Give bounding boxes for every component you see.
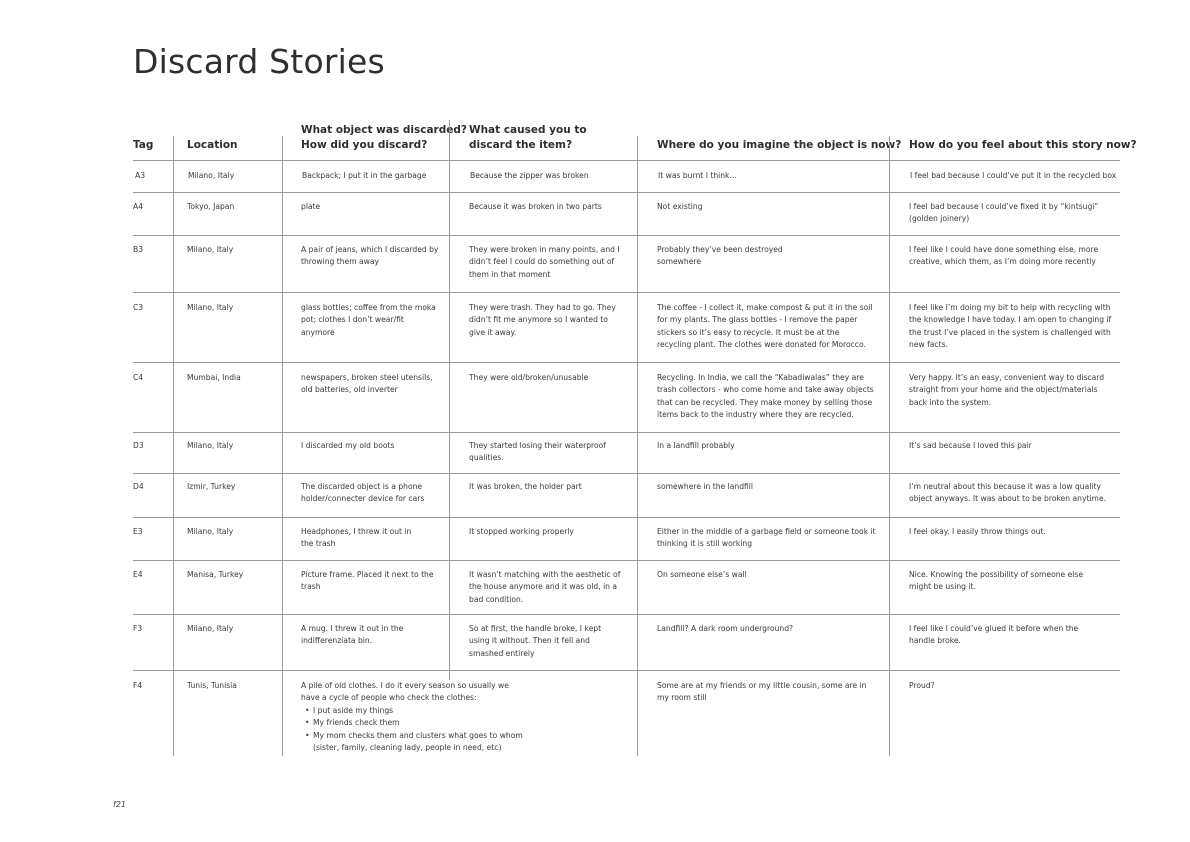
table-cell-cause: They started losing their waterproof qualities. [469, 441, 606, 463]
table-cell-now: Probably they’ve been destroyed somewhere [657, 245, 783, 267]
table-cell-tag: B3 [133, 245, 144, 254]
table-cell-feel: Very happy. It’s an easy, convenient way to discard straight from your home and the object/materials back into the system. [909, 373, 1105, 407]
table-cell-feel: It’s sad because I loved this pair [909, 441, 1032, 450]
table-cell-object: Backpack; I put it in the garbage [302, 171, 427, 180]
table-cell-location: Manisa, Turkey [187, 570, 244, 579]
table-cell-feel: Proud? [909, 681, 935, 690]
table-cell-tag: F4 [133, 681, 143, 690]
table-cell-object: A mug. I threw it out in the indifferenziata bin. [301, 624, 404, 646]
header-object-line-2: How did you discard? [301, 139, 428, 151]
table-cell-cause: Because the zipper was broken [470, 171, 589, 180]
header-cause-line-1: What caused you to [469, 124, 587, 136]
table-cell-cause: So at first, the handle broke, I kept using it without. Then it fell and smashed entirely [469, 624, 602, 658]
table-cell-location: Izmir, Turkey [187, 482, 236, 491]
header-feel: How do you feel about this story now? [909, 139, 1137, 151]
table-cell-tag: D4 [133, 482, 144, 491]
table-cell-object: plate [301, 202, 321, 211]
table-cell-now: It was burnt I think... [658, 171, 737, 180]
table-cell-object: Headphones, I threw it out in the trash [301, 527, 412, 549]
list-item: • My friends check them [313, 717, 527, 729]
table-cell-feel: I’m neutral about this because it was a low quality object anyways. It was about to be broken anytime. [909, 482, 1107, 504]
table-cell-cause: It wasn’t matching with the aesthetic of the house anymore and it was old, in a bad condition. [469, 570, 621, 604]
table-cell-location: Milano, Italy [187, 527, 234, 536]
list-item: • My mom checks them and clusters what goes to whom (sister, family, cleaning lady, people in need, etc) [313, 730, 527, 755]
column-divider [637, 136, 638, 756]
list-item: • I put aside my things [313, 705, 527, 717]
table-cell-tag: E4 [133, 570, 143, 579]
table-cell-location: Milano, Italy [187, 303, 234, 312]
table-cell-feel: I feel okay. I easily throw things out. [909, 527, 1046, 536]
table-cell-now: On someone else’s wall [657, 570, 747, 579]
table-cell-tag: C3 [133, 303, 144, 312]
object-description: A pile of old clothes. I do it every season so usually we have a cycle of people who check the clothes: [301, 681, 509, 703]
table-cell-object: glass bottles; coffee from the moka pot; clothes I don’t wear/fit anymore [301, 303, 436, 337]
table-cell-tag: D3 [133, 441, 144, 450]
table-cell-tag: A4 [133, 202, 144, 211]
table-cell-now: somewhere in the landfill [657, 482, 754, 491]
table-cell-location: Tunis, Tunisia [187, 681, 237, 690]
object-bullet-list [301, 705, 527, 755]
table-cell-cause: It was broken, the holder part [469, 482, 582, 491]
header-object-line-1: What object was discarded? [301, 124, 467, 136]
header-location: Location [187, 139, 238, 151]
table-cell-tag: A3 [135, 171, 146, 180]
table-cell-cause: They were old/broken/unusable [469, 373, 589, 382]
discard-stories-table [133, 120, 1137, 760]
table-cell-object: Picture frame. Placed it next to the trash [301, 570, 434, 592]
table-cell-location: Mumbai, India [187, 373, 241, 382]
header-object [301, 123, 467, 153]
table-cell-now: Landfill? A dark room underground? [657, 624, 794, 633]
table-cell-object: I discarded my old boots [301, 441, 395, 450]
header-cause-line-2: discard the item? [469, 139, 573, 151]
table-cell-now: Recycling. In India, we call the “Kabadiwalas” they are trash collectors - who come home and take away objects that can be recycled. They make money by selling those items back to the industry where they are recycled. [657, 373, 874, 420]
table-cell-object: The discarded object is a phone holder/connecter device for cars [301, 482, 425, 504]
table-cell-now: The coffee - I collect it, make compost & put it in the soil for my plants. The glass bottles - I remove the paper stickers so it’s easy to recycle. It must be at the recycling plant. The clothes were donated for Morocco. [657, 303, 873, 350]
table-cell-location: Milano, Italy [187, 245, 234, 254]
page-title: Discard Stories [133, 42, 385, 81]
table-cell-now: Not existing [657, 202, 703, 211]
table-cell-location: Milano, Italy [188, 171, 235, 180]
column-divider [449, 120, 450, 680]
table-cell-cause: They were trash. They had to go. They didn’t fit me anymore so I wanted to give it away. [469, 303, 616, 337]
table-cell-cause: It stopped working properly [469, 527, 574, 536]
table-cell-tag: C4 [133, 373, 144, 382]
table-cell-object: A pair of jeans, which I discarded by throwing them away [301, 245, 439, 267]
column-divider [889, 136, 890, 756]
column-divider [173, 136, 174, 756]
table-cell-object [301, 680, 533, 754]
table-cell-now: Some are at my friends or my little cousin, some are in my room still [657, 681, 867, 703]
table-cell-now: In a landfill probably [657, 441, 735, 450]
header-tag: Tag [133, 139, 154, 151]
header-cause [469, 123, 587, 153]
table-cell-location: Milano, Italy [187, 441, 234, 450]
table-cell-tag: F3 [133, 624, 143, 633]
table-cell-tag: E3 [133, 527, 143, 536]
column-divider [282, 136, 283, 756]
table-cell-feel: Nice. Knowing the possibility of someone else might be using it. [909, 570, 1084, 592]
table-cell-now: Either in the middle of a garbage field or someone took it thinking it is still working [657, 527, 876, 549]
header-now: Where do you imagine the object is now? [657, 139, 902, 151]
table-cell-location: Milano, Italy [187, 624, 234, 633]
table-cell-feel: I feel bad because I could’ve fixed it by “kintsugi” (golden joinery) [909, 202, 1099, 224]
page-number: f21 [113, 800, 126, 809]
table-cell-cause: Because it was broken in two parts [469, 202, 602, 211]
table-cell-feel: I feel bad because I could’ve put it in the recycled box [910, 171, 1117, 180]
table-cell-location: Tokyo, Japan [187, 202, 235, 211]
table-cell-cause: They were broken in many points, and I didn’t feel I could do something out of them in that moment [469, 245, 620, 279]
table-cell-feel: I feel like I could’ve glued it before when the handle broke. [909, 624, 1079, 646]
table-cell-feel: I feel like I’m doing my bit to help with recycling with the knowledge I have today. I am open to changing if the trust I’ve placed in the system is challenged with new facts. [909, 303, 1112, 350]
table-cell-feel: I feel like I could have done something else, more creative, which them, as I’m doing more recently [909, 245, 1099, 267]
table-cell-object: newspapers, broken steel utensils, old batteries, old inverter [301, 373, 433, 395]
